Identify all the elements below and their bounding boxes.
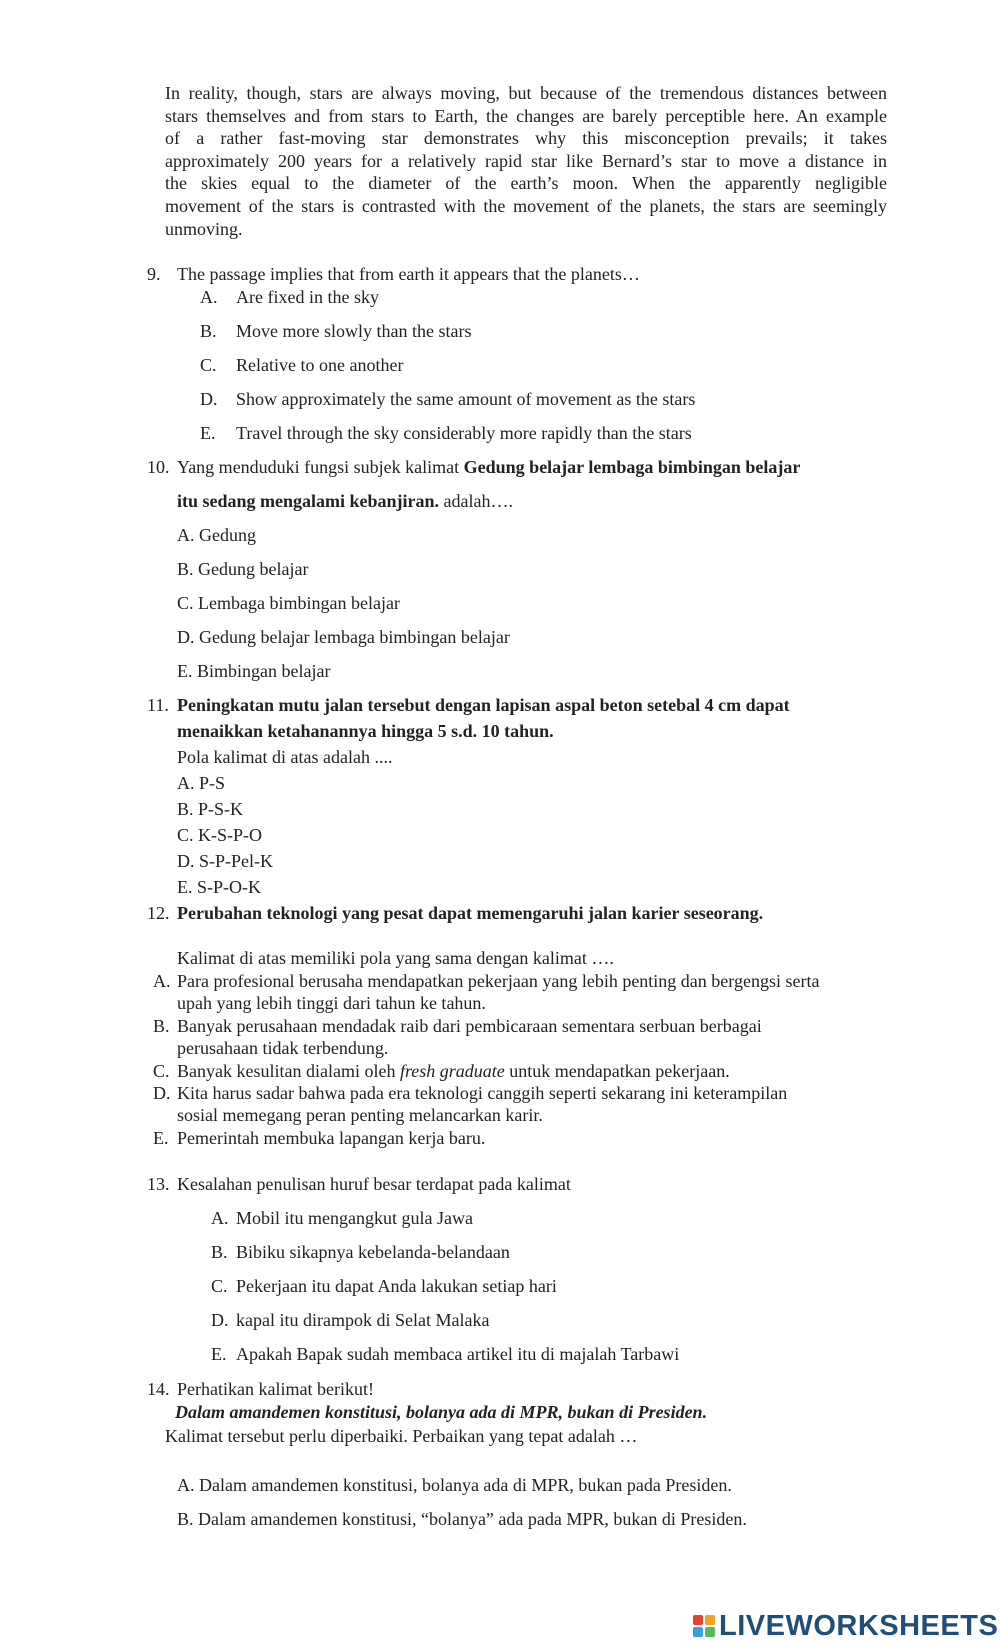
option-letter: E. [153,1128,169,1148]
question-number: 14. [147,1379,170,1399]
question-text-cont [177,490,513,512]
question-number: 12. [147,903,170,923]
option: D. Gedung belajar lembaga bimbingan belajar [177,627,510,647]
option-text: Travel through the sky considerably more rapidly than the stars [236,423,692,443]
question-bold-sentence: itu sedang mengalami kebanjiran. [177,491,440,511]
passage-line: unmoving. [165,218,243,239]
question-bold-sentence: Peningkatan mutu jalan tersebut dengan lapisan aspal beton setebal 4 cm dapat [177,695,790,715]
option: E. S-P-O-K [177,877,261,897]
option-text: Pekerjaan itu dapat Anda lakukan setiap hari [236,1276,557,1296]
liveworksheets-logo [693,1608,998,1644]
question-prefix: Yang menduduki fungsi subjek kalimat [177,457,464,477]
option-text: Bibiku sikapnya kebelanda-belandaan [236,1242,510,1262]
option-text: Apakah Bapak sudah membaca artikel itu di majalah Tarbawi [236,1344,680,1364]
option-text: Show approximately the same amount of movement as the stars [236,389,696,409]
option-text: Mobil itu mengangkut gula Jawa [236,1208,473,1228]
option: C. Lembaga bimbingan belajar [177,593,400,613]
option-text: Banyak perusahaan mendadak raib dari pembicaraan sementara serbuan berbagai [177,1016,762,1036]
option-text-post: untuk mendapatkan pekerjaan. [504,1061,730,1081]
option-text-cont: sosial memegang peran penting melancarkan karir. [177,1105,543,1125]
question-bold-sentence: Perubahan teknologi yang pesat dapat memengaruhi jalan karier seseorang. [177,903,764,923]
option-letter: D. [153,1083,171,1103]
option-letter: E. [211,1344,227,1364]
option-text-cont: upah yang lebih tinggi dari tahun ke tahun. [177,993,486,1013]
question-prompt: Kalimat di atas memiliki pola yang sama dengan kalimat …. [177,948,614,968]
option-letter: D. [211,1310,229,1330]
passage-line: of a rather fast-moving star demonstrates why this misconception prevails; it takes [165,128,887,149]
option-letter: A. [153,971,171,991]
option: A. Gedung [177,525,256,545]
option: E. Bimbingan belajar [177,661,331,681]
option-text: Kita harus sadar bahwa pada era teknologi canggih seperti sekarang ini keterampilan [177,1083,788,1103]
question-number: 10. [147,457,170,477]
option-letter: A. [211,1208,229,1228]
option: B. Gedung belajar [177,559,309,579]
option-letter: A. [200,287,218,307]
option-letter: E. [200,423,216,443]
option-text-cont: perusahaan tidak terbendung. [177,1038,389,1058]
logo-square [705,1627,715,1637]
passage-line: movement of the stars is contrasted with the movement of the planets, the stars are seemingly [165,195,887,216]
logo-square [705,1615,715,1625]
option-letter: B. [153,1016,170,1036]
logo-mark-icon [693,1615,715,1637]
question-text: Kesalahan penulisan huruf besar terdapat pada kalimat [177,1174,571,1194]
option-letter: D. [200,389,218,409]
option: B. P-S-K [177,799,244,819]
option: A. Dalam amandemen konstitusi, bolanya ada di MPR, bukan pada Presiden. [177,1475,732,1495]
option: B. Dalam amandemen konstitusi, “bolanya” ada pada MPR, bukan di Presiden. [177,1509,747,1529]
option-letter: C. [200,355,217,375]
option: A. P-S [177,773,226,793]
passage-line: approximately 200 years for a relatively rapid star like Bernard’s star to move a distance in [165,150,887,171]
question-suffix: adalah…. [439,491,513,511]
reading-passage [165,82,887,240]
option: D. S-P-Pel-K [177,851,274,871]
question-instruction: Perhatikan kalimat berikut! [177,1379,374,1399]
passage-line: stars themselves and from stars to Earth, the changes are barely perceptible here. An example [165,105,887,126]
logo-square [693,1627,703,1637]
question-sentence: Dalam amandemen konstitusi, bolanya ada di MPR, bukan di Presiden. [175,1402,708,1422]
logo-text: LIVEWORKSHEETS [719,1609,999,1642]
option-text-italic: fresh graduate [399,1061,505,1081]
question-prompt: Kalimat tersebut perlu diperbaiki. Perbaikan yang tepat adalah … [165,1426,638,1446]
question-number: 9. [147,264,161,284]
option-letter: C. [153,1061,170,1081]
question-number: 11. [147,695,169,715]
option-text: Relative to one another [236,355,404,375]
question-bold-sentence: Gedung belajar lembaga bimbingan belajar [463,457,801,477]
option-text: Pemerintah membuka lapangan kerja baru. [177,1128,486,1148]
passage-line: the skies equal to the diameter of the earth’s moon. When the apparently negligible [165,173,887,194]
question-prompt: Pola kalimat di atas adalah .... [177,747,393,767]
logo-square [693,1615,703,1625]
option-text-pre: Banyak kesulitan dialami oleh [177,1061,400,1081]
option-text: Are fixed in the sky [236,287,379,307]
option-text [177,1060,730,1082]
question-text [177,456,800,478]
option-letter: B. [211,1242,228,1262]
option-text: kapal itu dirampok di Selat Malaka [236,1310,490,1330]
option-text: Move more slowly than the stars [236,321,472,341]
option: C. K-S-P-O [177,825,263,845]
option-text: Para profesional berusaha mendapatkan pekerjaan yang lebih penting dan bergengsi serta [177,971,820,991]
option-letter: C. [211,1276,228,1296]
option-letter: B. [200,321,217,341]
question-number: 13. [147,1174,170,1194]
question-text: The passage implies that from earth it appears that the planets… [177,264,640,284]
passage-line: In reality, though, stars are always moving, but because of the tremendous distances between [165,83,887,103]
question-bold-sentence: menaikkan ketahanannya hingga 5 s.d. 10 tahun. [177,721,554,741]
